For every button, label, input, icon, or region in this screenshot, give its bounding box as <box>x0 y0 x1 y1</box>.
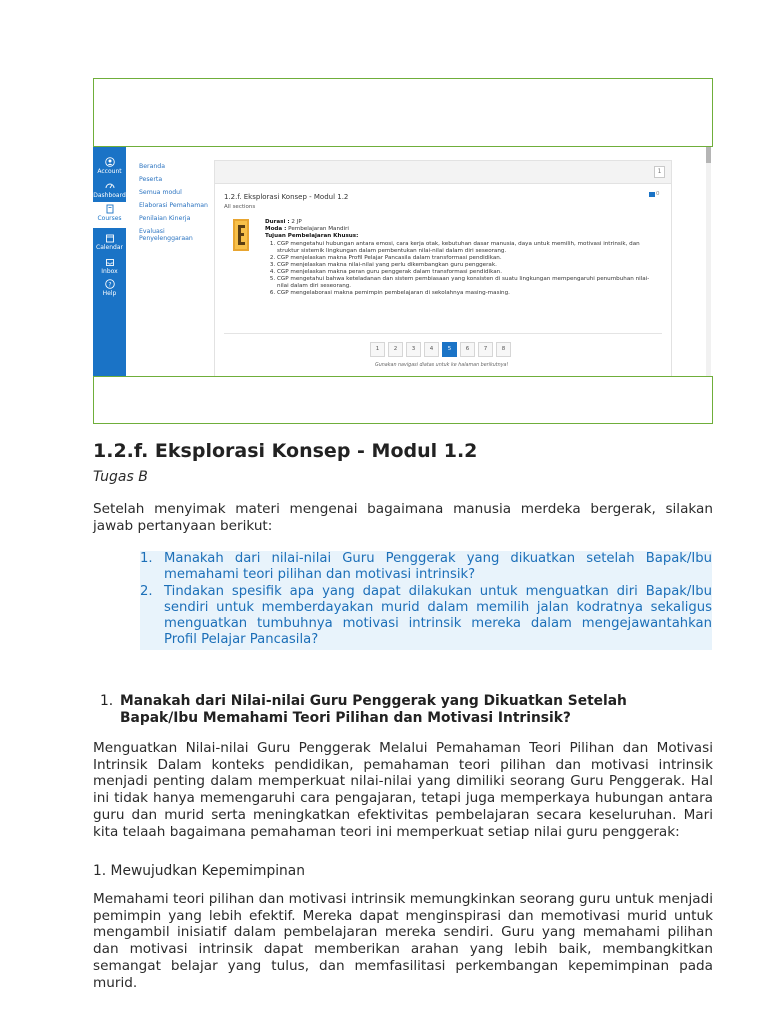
section-number: 1. <box>100 693 114 709</box>
course-nav-item[interactable]: Elaborasi Pemahaman <box>139 202 208 209</box>
intro-paragraph: Setelah menyimak materi mengenai bagaimana manusia merdeka bergerak, silakan jawab pertanyaan berikut: <box>93 501 713 534</box>
rail-help[interactable] <box>93 279 126 297</box>
page-subtitle: Tugas B <box>93 469 148 485</box>
moda-label: Moda : <box>265 226 287 232</box>
body-paragraph: Menguatkan Nilai-nilai Guru Penggerak Melalui Pemahaman Teori Pilihan dan Motivasi Intrinsik Dalam konteks pendidikan, pemahaman teori pilihan dan motivasi intrinsik menjadi penting dalam memperkuat nilai-nilai yang dimiliki seorang Guru Penggerak. Hal ini tidak hanya memengaruhi cara pengajaran, tetapi juga memperkaya hubungan antara guru dan murid serta meningkatkan efektivitas pembelajaran secara keseluruhan. Mari kita telaah bagaimana pemahaman teori ini memperkuat setiap nilai guru penggerak: <box>93 740 713 840</box>
objective-item: 4. CGP menjelaskan makna peran guru penggerak dalam transformasi pendidikan. <box>277 269 660 276</box>
question-text: Manakah dari nilai-nilai Guru Penggerak yang dikuatkan setelah Bapak/Ibu memahami teori pilihan dan motivasi intrinsik? <box>164 551 712 583</box>
rail-help-label: Help <box>102 290 117 297</box>
page-button[interactable]: 6 <box>460 342 475 357</box>
rail-dashboard-label: Dashboard <box>93 192 126 199</box>
rail-courses[interactable] <box>93 202 126 228</box>
question-item <box>140 551 712 584</box>
course-nav-item[interactable]: Peserta <box>139 176 163 183</box>
module-title: 1.2.f. Eksplorasi Konsep - Modul 1.2 <box>224 193 349 201</box>
page-button[interactable]: 4 <box>424 342 439 357</box>
page-button[interactable]: 7 <box>478 342 493 357</box>
question-text: Tindakan spesifik apa yang dapat dilakukan untuk menguatkan diri Bapak/Ibu sendiri untuk memberdayakan murid dalam memilih jalan kodratnya sekaligus menguatkan tumbuhnya motivasi intrinsik mereka dalam mengejawantahkan Profil Pelajar Pancasila? <box>164 583 712 648</box>
page-button[interactable]: 1 <box>370 342 385 357</box>
objectives-list <box>265 241 660 297</box>
course-nav-item[interactable]: Penilaian Kinerja <box>139 215 191 222</box>
subsection-heading: 1. Mewujudkan Kepemimpinan <box>93 863 305 879</box>
page-button-active[interactable]: 5 <box>442 342 457 357</box>
rail-calendar-label: Calendar <box>96 244 123 251</box>
durasi-label: Durasi : <box>265 219 290 225</box>
module-panel <box>214 160 672 376</box>
body-paragraph: Memahami teori pilihan dan motivasi intrinsik memungkinkan seorang guru untuk menjadi pemimpin yang lebih efektif. Mereka dapat menginspirasi dan memotivasi murid untuk mengambil inisiatif dalam pembelajaran mereka sendiri. Guru yang memahami pilihan dan motivasi intrinsik dapat memberikan arahan yang lebih baik, membangkitkan semangat belajar yang tulus, dan memfasilitasi perkembangan kepemimpinan pada murid. <box>93 891 713 991</box>
help-icon <box>105 279 115 289</box>
module-sections-label: All sections <box>224 204 256 210</box>
bottom-frame-box <box>93 376 713 424</box>
completion-badge-count: 0 <box>656 191 660 197</box>
objective-item: 3. CGP menjelaskan makna nilai-nilai yang perlu dikembangkan guru penggerak. <box>277 262 660 269</box>
panel-header <box>215 161 671 184</box>
global-nav-rail <box>93 147 126 376</box>
pagination <box>370 342 514 356</box>
panel-toggle-button[interactable]: 1 <box>654 166 665 178</box>
account-icon <box>105 157 115 167</box>
durasi-value: 2 JP <box>291 219 302 225</box>
page-button[interactable]: 3 <box>406 342 421 357</box>
book-icon <box>233 219 251 251</box>
svg-text:?: ? <box>107 281 112 289</box>
page-button[interactable]: 2 <box>388 342 403 357</box>
rail-dashboard[interactable] <box>93 181 126 199</box>
page-title: 1.2.f. Eksplorasi Konsep - Modul 1.2 <box>93 440 478 462</box>
objective-item: 6. CGP mengelaborasi makna pemimpin pembelajaran di sekolahnya masing-masing. <box>277 290 660 297</box>
questions-list <box>140 551 712 649</box>
rail-courses-label: Courses <box>97 215 122 222</box>
top-frame-box <box>93 78 713 147</box>
page-button[interactable]: 8 <box>496 342 511 357</box>
embedded-screenshot <box>93 78 713 424</box>
course-nav-item[interactable]: Semua modul <box>139 189 182 196</box>
calendar-icon <box>105 233 115 243</box>
rail-account-label: Account <box>97 168 122 175</box>
scrollbar-thumb[interactable] <box>706 147 711 163</box>
course-nav-item[interactable]: Evaluasi Penyelenggaraan <box>139 228 193 242</box>
pagination-hint: Gunakan navigasi diatas untuk ke halaman berikutnya! <box>375 363 509 368</box>
lms-window <box>93 147 713 376</box>
section-title: Manakah dari Nilai-nilai Guru Penggerak yang Dikuatkan Setelah Bapak/Ibu Memahami Teori Pilihan dan Motivasi Intrinsik? <box>120 693 627 726</box>
panel-divider <box>224 333 662 334</box>
question-item <box>140 584 712 649</box>
course-nav <box>139 163 209 248</box>
module-info <box>265 219 660 297</box>
dashboard-icon <box>105 181 115 191</box>
rail-calendar[interactable] <box>93 233 126 251</box>
objective-item: 1. CGP mengetahui hubungan antara emosi, cara kerja otak, kebutuhan dasar manusia, daya untuk memilih, motivasi intrinsik, dan struktur sistemik lingkungan dalam pembentukan nilai-nilai dalam diri seseorang. <box>277 241 660 255</box>
moda-value: Pembelajaran Mandiri <box>288 226 349 232</box>
rail-account[interactable] <box>93 157 126 175</box>
completion-badge-icon <box>649 192 655 197</box>
scrollbar[interactable] <box>706 147 711 376</box>
question-number: 2. <box>140 583 153 599</box>
rail-inbox-label: Inbox <box>101 268 118 275</box>
objective-item: 2. CGP menjelaskan makna Profil Pelajar Pancasila dalam transformasi pendidikan. <box>277 255 660 262</box>
inbox-icon <box>105 257 115 267</box>
objective-item: 5. CGP mengetahui bahwa keteladanan dan sistem pembiasaan yang konsisten di suatu lingkungan mempengaruhi penumbuhan nilai-nilai dalam diri seseorang. <box>277 276 660 290</box>
question-number: 1. <box>140 551 153 566</box>
courses-icon <box>105 204 115 214</box>
course-nav-item[interactable]: Beranda <box>139 163 166 170</box>
rail-inbox[interactable] <box>93 257 126 275</box>
section-heading <box>100 693 700 727</box>
tujuan-label: Tujuan Pembelajaran Khusus: <box>265 233 359 239</box>
